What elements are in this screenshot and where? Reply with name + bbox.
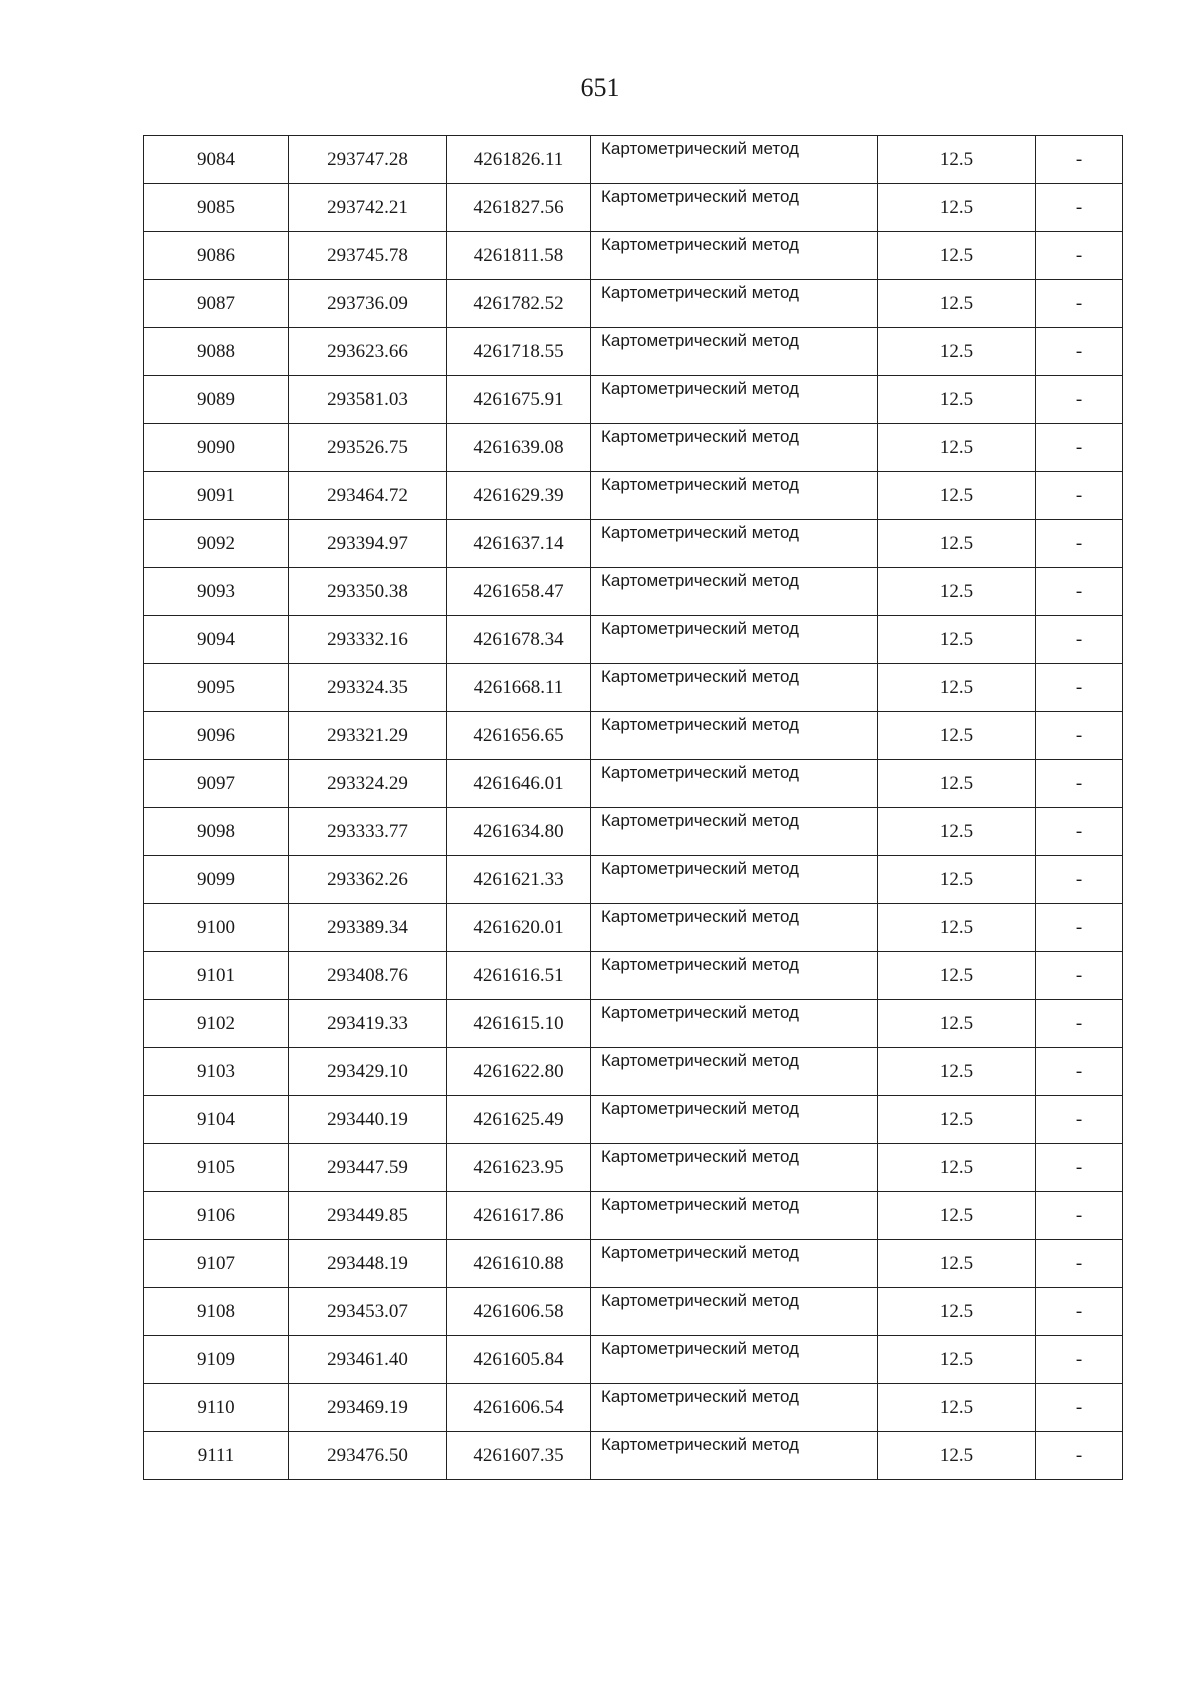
x-coordinate-cell: 293447.59 [289,1144,447,1192]
accuracy-cell: 12.5 [878,520,1036,568]
y-coordinate-cell: 4261623.95 [447,1144,591,1192]
y-coordinate-cell: 4261637.14 [447,520,591,568]
extra-cell: - [1036,472,1123,520]
extra-cell: - [1036,1144,1123,1192]
y-coordinate-cell: 4261629.39 [447,472,591,520]
y-coordinate-cell: 4261718.55 [447,328,591,376]
point-number-cell: 9106 [144,1192,289,1240]
y-coordinate-cell: 4261668.11 [447,664,591,712]
accuracy-cell: 12.5 [878,1000,1036,1048]
method-cell: Картометрический метод [591,1288,878,1336]
table-row [144,808,1123,856]
y-coordinate-cell: 4261678.34 [447,616,591,664]
x-coordinate-cell: 293333.77 [289,808,447,856]
y-coordinate-cell: 4261826.11 [447,136,591,184]
table-row [144,520,1123,568]
y-coordinate-cell: 4261606.54 [447,1384,591,1432]
extra-cell: - [1036,1384,1123,1432]
extra-cell: - [1036,184,1123,232]
accuracy-cell: 12.5 [878,280,1036,328]
x-coordinate-cell: 293469.19 [289,1384,447,1432]
point-number-cell: 9094 [144,616,289,664]
x-coordinate-cell: 293321.29 [289,712,447,760]
point-number-cell: 9086 [144,232,289,280]
x-coordinate-cell: 293350.38 [289,568,447,616]
table-row [144,568,1123,616]
table-row [144,904,1123,952]
x-coordinate-cell: 293745.78 [289,232,447,280]
table-row [144,1336,1123,1384]
method-cell: Картометрический метод [591,1336,878,1384]
point-number-cell: 9101 [144,952,289,1000]
method-cell: Картометрический метод [591,1240,878,1288]
accuracy-cell: 12.5 [878,376,1036,424]
extra-cell: - [1036,1048,1123,1096]
point-number-cell: 9102 [144,1000,289,1048]
extra-cell: - [1036,856,1123,904]
point-number-cell: 9089 [144,376,289,424]
point-number-cell: 9099 [144,856,289,904]
method-cell: Картометрический метод [591,1144,878,1192]
accuracy-cell: 12.5 [878,184,1036,232]
extra-cell: - [1036,904,1123,952]
point-number-cell: 9110 [144,1384,289,1432]
table-row [144,232,1123,280]
x-coordinate-cell: 293408.76 [289,952,447,1000]
x-coordinate-cell: 293464.72 [289,472,447,520]
table-row [144,1048,1123,1096]
accuracy-cell: 12.5 [878,232,1036,280]
accuracy-cell: 12.5 [878,664,1036,712]
method-cell: Картометрический метод [591,808,878,856]
point-number-cell: 9105 [144,1144,289,1192]
extra-cell: - [1036,424,1123,472]
method-cell: Картометрический метод [591,1000,878,1048]
y-coordinate-cell: 4261639.08 [447,424,591,472]
x-coordinate-cell: 293362.26 [289,856,447,904]
accuracy-cell: 12.5 [878,424,1036,472]
table-row [144,1384,1123,1432]
extra-cell: - [1036,664,1123,712]
point-number-cell: 9097 [144,760,289,808]
table-row [144,1288,1123,1336]
method-cell: Картометрический метод [591,1096,878,1144]
method-cell: Картометрический метод [591,760,878,808]
x-coordinate-cell: 293476.50 [289,1432,447,1480]
table-row [144,136,1123,184]
method-cell: Картометрический метод [591,1192,878,1240]
y-coordinate-cell: 4261634.80 [447,808,591,856]
extra-cell: - [1036,1240,1123,1288]
table-row [144,712,1123,760]
extra-cell: - [1036,280,1123,328]
extra-cell: - [1036,952,1123,1000]
table-row [144,328,1123,376]
x-coordinate-cell: 293389.34 [289,904,447,952]
extra-cell: - [1036,328,1123,376]
extra-cell: - [1036,1096,1123,1144]
accuracy-cell: 12.5 [878,568,1036,616]
point-number-cell: 9095 [144,664,289,712]
point-number-cell: 9107 [144,1240,289,1288]
point-number-cell: 9109 [144,1336,289,1384]
point-number-cell: 9088 [144,328,289,376]
method-cell: Картометрический метод [591,136,878,184]
table-row [144,952,1123,1000]
method-cell: Картометрический метод [591,376,878,424]
x-coordinate-cell: 293449.85 [289,1192,447,1240]
y-coordinate-cell: 4261621.33 [447,856,591,904]
x-coordinate-cell: 293429.10 [289,1048,447,1096]
point-number-cell: 9092 [144,520,289,568]
table-row [144,184,1123,232]
point-number-cell: 9084 [144,136,289,184]
table-row [144,1432,1123,1480]
method-cell: Картометрический метод [591,1384,878,1432]
accuracy-cell: 12.5 [878,952,1036,1000]
y-coordinate-cell: 4261656.65 [447,712,591,760]
y-coordinate-cell: 4261620.01 [447,904,591,952]
page-number: 651 [580,73,620,102]
y-coordinate-cell: 4261610.88 [447,1240,591,1288]
point-number-cell: 9103 [144,1048,289,1096]
method-cell: Картометрический метод [591,520,878,568]
y-coordinate-cell: 4261615.10 [447,1000,591,1048]
y-coordinate-cell: 4261782.52 [447,280,591,328]
extra-cell: - [1036,1432,1123,1480]
y-coordinate-cell: 4261616.51 [447,952,591,1000]
method-cell: Картометрический метод [591,424,878,472]
x-coordinate-cell: 293332.16 [289,616,447,664]
coordinates-table [143,135,1123,1480]
y-coordinate-cell: 4261827.56 [447,184,591,232]
extra-cell: - [1036,136,1123,184]
accuracy-cell: 12.5 [878,1240,1036,1288]
extra-cell: - [1036,232,1123,280]
method-cell: Картометрический метод [591,1432,878,1480]
x-coordinate-cell: 293461.40 [289,1336,447,1384]
accuracy-cell: 12.5 [878,472,1036,520]
table-row [144,1144,1123,1192]
method-cell: Картометрический метод [591,280,878,328]
method-cell: Картометрический метод [591,712,878,760]
accuracy-cell: 12.5 [878,1144,1036,1192]
y-coordinate-cell: 4261658.47 [447,568,591,616]
x-coordinate-cell: 293324.29 [289,760,447,808]
point-number-cell: 9087 [144,280,289,328]
method-cell: Картометрический метод [591,184,878,232]
extra-cell: - [1036,1192,1123,1240]
x-coordinate-cell: 293747.28 [289,136,447,184]
accuracy-cell: 12.5 [878,904,1036,952]
point-number-cell: 9096 [144,712,289,760]
x-coordinate-cell: 293581.03 [289,376,447,424]
point-number-cell: 9104 [144,1096,289,1144]
extra-cell: - [1036,1288,1123,1336]
x-coordinate-cell: 293526.75 [289,424,447,472]
method-cell: Картометрический метод [591,856,878,904]
accuracy-cell: 12.5 [878,136,1036,184]
point-number-cell: 9108 [144,1288,289,1336]
accuracy-cell: 12.5 [878,712,1036,760]
y-coordinate-cell: 4261605.84 [447,1336,591,1384]
extra-cell: - [1036,808,1123,856]
extra-cell: - [1036,568,1123,616]
table-row [144,1240,1123,1288]
accuracy-cell: 12.5 [878,760,1036,808]
table-row [144,856,1123,904]
x-coordinate-cell: 293623.66 [289,328,447,376]
method-cell: Картометрический метод [591,904,878,952]
point-number-cell: 9098 [144,808,289,856]
method-cell: Картометрический метод [591,952,878,1000]
y-coordinate-cell: 4261811.58 [447,232,591,280]
extra-cell: - [1036,376,1123,424]
extra-cell: - [1036,520,1123,568]
accuracy-cell: 12.5 [878,856,1036,904]
accuracy-cell: 12.5 [878,1432,1036,1480]
y-coordinate-cell: 4261622.80 [447,1048,591,1096]
y-coordinate-cell: 4261606.58 [447,1288,591,1336]
table-row [144,1096,1123,1144]
method-cell: Картометрический метод [591,1048,878,1096]
method-cell: Картометрический метод [591,232,878,280]
y-coordinate-cell: 4261617.86 [447,1192,591,1240]
accuracy-cell: 12.5 [878,1096,1036,1144]
x-coordinate-cell: 293440.19 [289,1096,447,1144]
extra-cell: - [1036,712,1123,760]
extra-cell: - [1036,1336,1123,1384]
table-row [144,1192,1123,1240]
point-number-cell: 9090 [144,424,289,472]
table-row [144,1000,1123,1048]
x-coordinate-cell: 293448.19 [289,1240,447,1288]
method-cell: Картометрический метод [591,472,878,520]
coordinates-table-body [144,136,1123,1480]
point-number-cell: 9111 [144,1432,289,1480]
accuracy-cell: 12.5 [878,1336,1036,1384]
table-row [144,760,1123,808]
table-row [144,616,1123,664]
point-number-cell: 9091 [144,472,289,520]
method-cell: Картометрический метод [591,328,878,376]
method-cell: Картометрический метод [591,664,878,712]
x-coordinate-cell: 293419.33 [289,1000,447,1048]
point-number-cell: 9093 [144,568,289,616]
table-row [144,664,1123,712]
x-coordinate-cell: 293324.35 [289,664,447,712]
accuracy-cell: 12.5 [878,1384,1036,1432]
accuracy-cell: 12.5 [878,1192,1036,1240]
y-coordinate-cell: 4261607.35 [447,1432,591,1480]
point-number-cell: 9100 [144,904,289,952]
table-row [144,472,1123,520]
y-coordinate-cell: 4261646.01 [447,760,591,808]
table-row [144,424,1123,472]
x-coordinate-cell: 293742.21 [289,184,447,232]
table-row [144,376,1123,424]
accuracy-cell: 12.5 [878,1288,1036,1336]
accuracy-cell: 12.5 [878,328,1036,376]
method-cell: Картометрический метод [591,616,878,664]
x-coordinate-cell: 293453.07 [289,1288,447,1336]
accuracy-cell: 12.5 [878,1048,1036,1096]
accuracy-cell: 12.5 [878,616,1036,664]
extra-cell: - [1036,1000,1123,1048]
y-coordinate-cell: 4261675.91 [447,376,591,424]
x-coordinate-cell: 293736.09 [289,280,447,328]
extra-cell: - [1036,760,1123,808]
x-coordinate-cell: 293394.97 [289,520,447,568]
y-coordinate-cell: 4261625.49 [447,1096,591,1144]
method-cell: Картометрический метод [591,568,878,616]
accuracy-cell: 12.5 [878,808,1036,856]
extra-cell: - [1036,616,1123,664]
point-number-cell: 9085 [144,184,289,232]
table-row [144,280,1123,328]
